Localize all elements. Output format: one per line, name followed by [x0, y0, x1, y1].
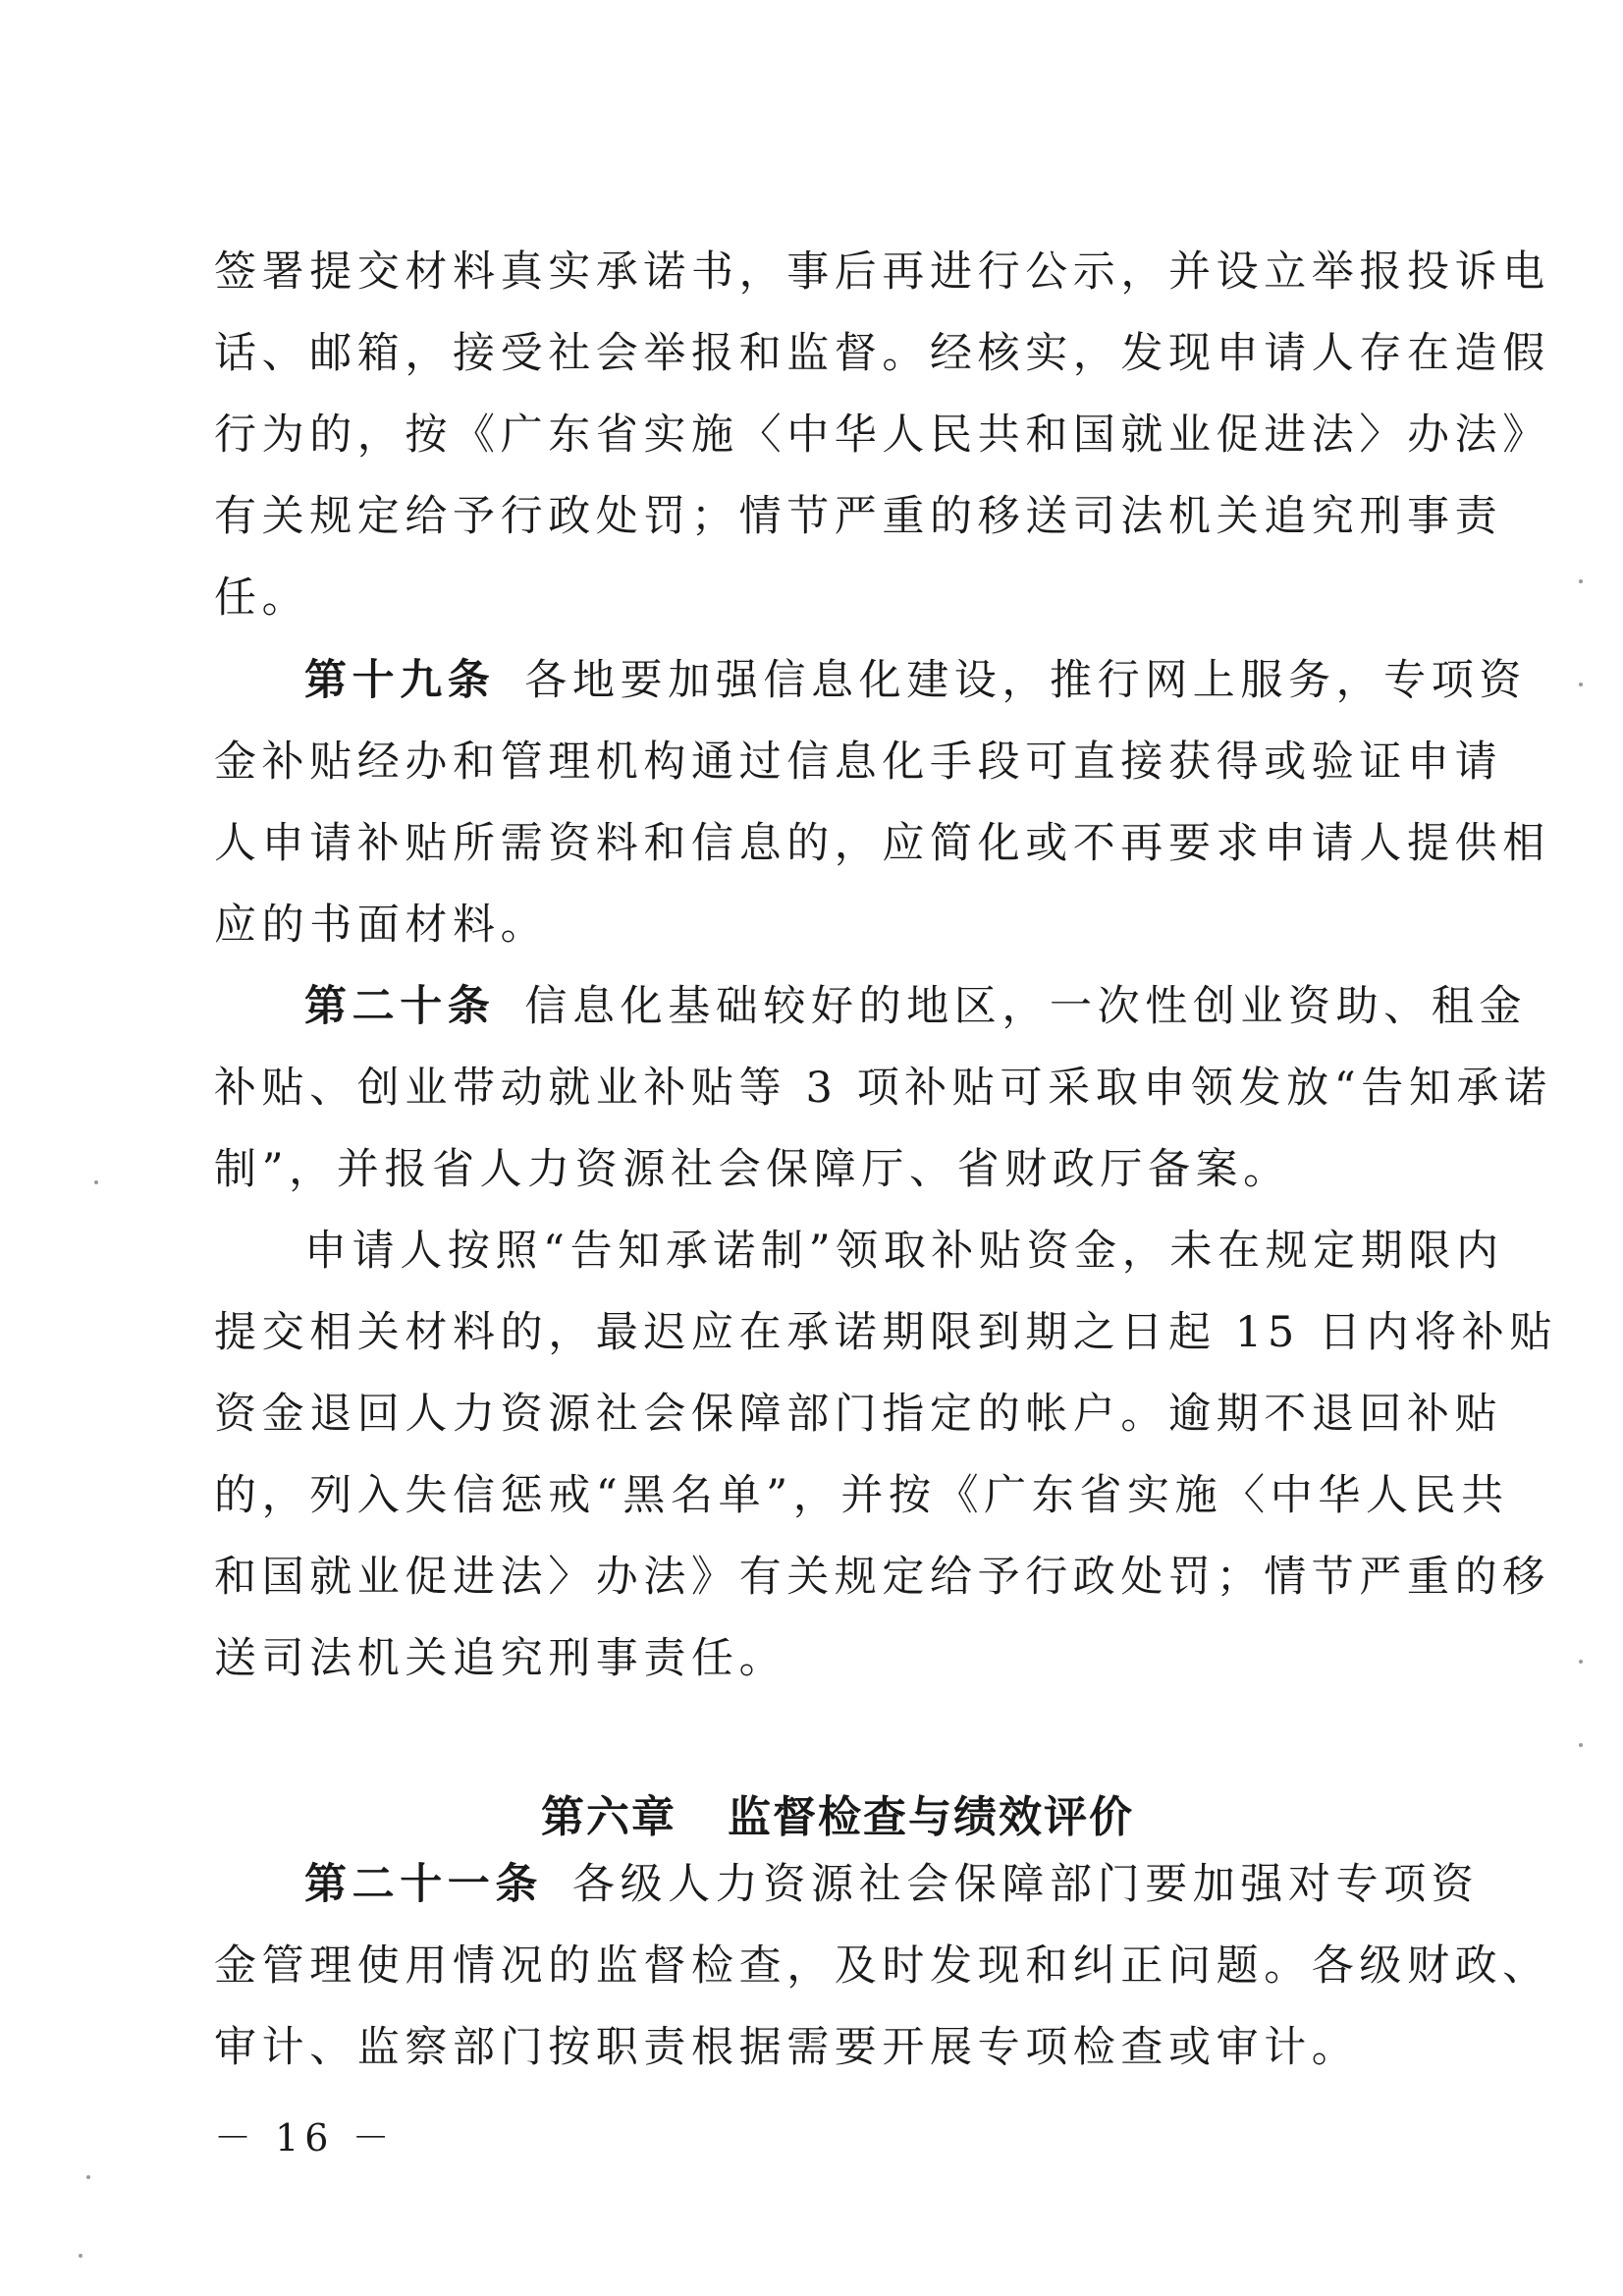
text-line: 的，列入失信惩戒“黑名单”，并按《广东省实施〈中华人民共 [214, 1471, 1509, 1520]
text-line: 应的书面材料。 [214, 901, 549, 950]
scan-speck [1579, 579, 1583, 583]
scan-speck [1579, 1743, 1583, 1747]
scan-speck [1579, 1660, 1583, 1664]
text-line: 各级人力资源社会保障部门要加强对专项资 [572, 1860, 1480, 1909]
text-line: 信息化基础较好的地区，一次性创业资助、租金 [524, 982, 1528, 1031]
text-line: 申请人按照“告知承诺制”领取补贴资金，未在规定期限内 [304, 1227, 1504, 1276]
article-21-first-line [304, 1860, 1480, 1909]
text-line: 补贴、创业带动就业补贴等 3 项补贴可采取申领发放“告知承诺 [214, 1064, 1552, 1113]
text-line: 行为的，按《广东省实施〈中华人民共和国就业促进法〉办法》 [214, 410, 1550, 460]
text-line: 制”，并报省人力资源社会保障厅、省财政厅备案。 [214, 1145, 1291, 1194]
page-dash-right: － [352, 2116, 396, 2159]
text-line: 签署提交材料真实承诺书，事后再进行公示，并设立举报投诉电 [214, 247, 1550, 297]
text-line: 人申请补贴所需资料和信息的，应简化或不再要求申请人提供相 [214, 819, 1550, 868]
text-line: 任。 [214, 574, 310, 623]
text-line: 金补贴经办和管理机构通过信息化手段可直接获得或验证申请 [214, 738, 1503, 787]
article-heading: 第十九条 [304, 656, 496, 705]
text-line: 金管理使用情况的监督检查，及时发现和纠正问题。各级财政、 [214, 1941, 1550, 1991]
article-20-first-line [304, 982, 1528, 1031]
page-number [214, 2107, 396, 2161]
scan-speck [1579, 683, 1583, 686]
text-line: 提交相关材料的，最迟应在承诺期限到期之日起 15 日内将补贴 [214, 1308, 1558, 1357]
page-number-value: 16 [275, 2116, 335, 2159]
scan-speck [79, 2254, 82, 2258]
page-dash-left: － [214, 2116, 258, 2159]
text-line: 和国就业促进法〉办法》有关规定给予行政处罚；情节严重的移 [214, 1553, 1550, 1602]
article-heading: 第二十条 [304, 982, 496, 1031]
text-line: 资金退回人力资源社会保障部门指定的帐户。逾期不退回补贴 [214, 1390, 1503, 1439]
text-line: 审计、监察部门按职责根据需要开展专项检查或审计。 [214, 2023, 1360, 2072]
text-line: 各地要加强信息化建设，推行网上服务，专项资 [524, 656, 1528, 705]
article-heading: 第二十一条 [304, 1860, 543, 1909]
scan-speck [94, 1180, 98, 1184]
chapter-number: 第六章 [541, 1792, 676, 1842]
text-line: 送司法机关追究刑事责任。 [214, 1634, 787, 1683]
text-line: 有关规定给予行政处罚；情节严重的移送司法机关追究刑事责 [214, 492, 1503, 541]
chapter-heading [541, 1781, 1134, 1844]
article-19-first-line [304, 656, 1528, 705]
text-line: 话、邮箱，接受社会举报和监督。经核实，发现申请人存在造假 [214, 329, 1550, 378]
chapter-title: 监督检查与绩效评价 [728, 1792, 1134, 1842]
scan-speck [86, 2175, 90, 2179]
